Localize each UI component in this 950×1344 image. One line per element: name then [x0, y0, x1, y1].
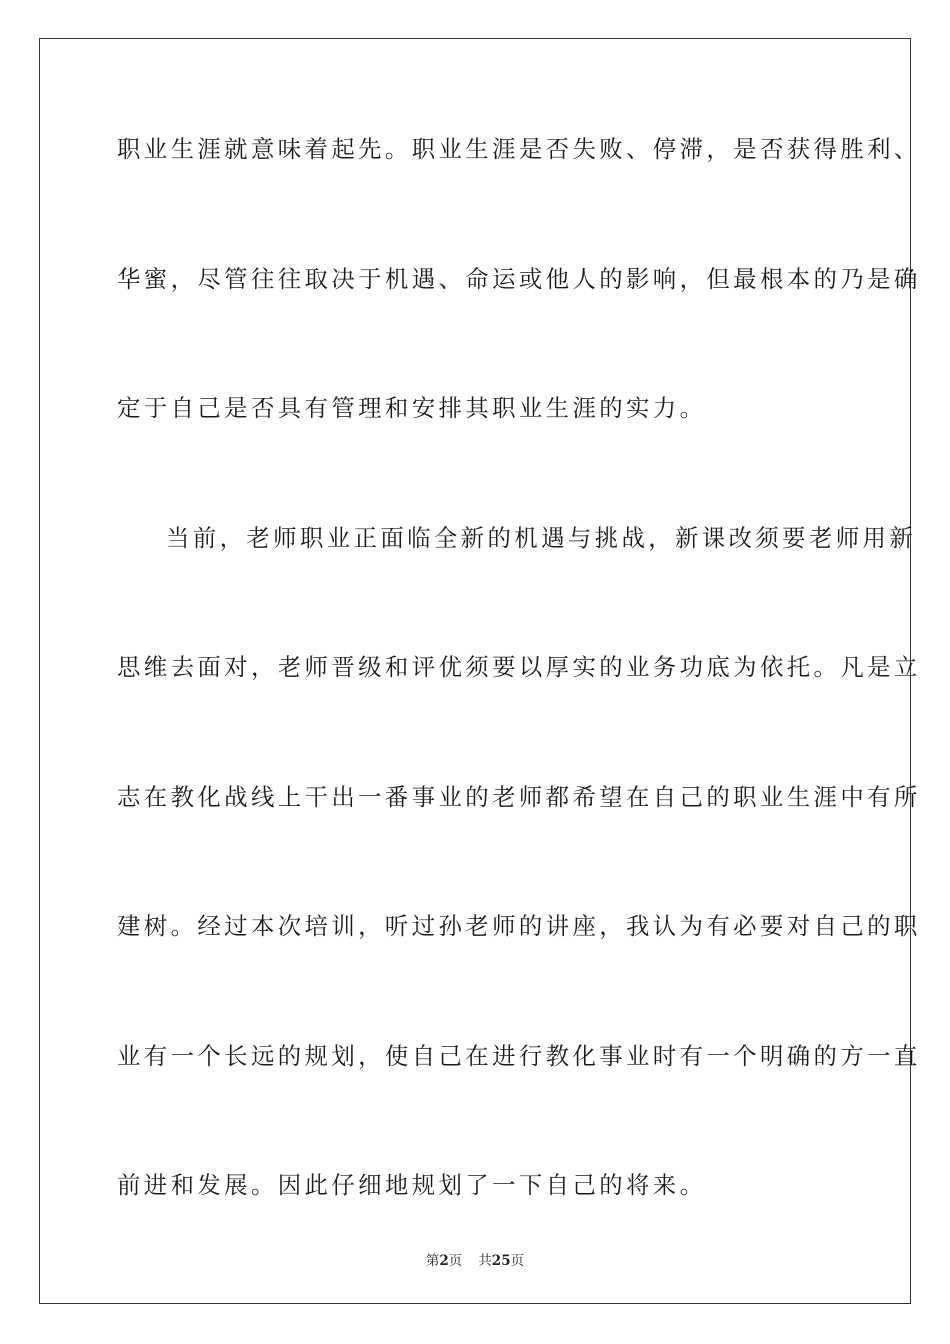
document-body	[117, 132, 921, 1298]
paragraph-2-line-1: 当前，老师职业正面临全新的机遇与挑战，新课改须要老师用新	[166, 523, 917, 552]
total-pages: 25	[491, 1253, 511, 1269]
total-suffix: 页	[510, 1253, 525, 1269]
paragraph-2-line-6: 前进和发展。因此仔细地规划了一下自己的将来。	[117, 1171, 707, 1199]
total-prefix: 共	[478, 1253, 492, 1269]
paragraph-1-line-1: 职业生涯就意味着起先。职业生涯是否失败、停滞，是否获得胜利、	[117, 135, 921, 163]
paragraph-2-line-2: 思维去面对，老师晋级和评优须要以厚实的业务功底为依托。凡是立	[117, 653, 921, 681]
paragraph-2-line-4: 建树。经过本次培训，听过孙老师的讲座，我认为有必要对自己的职	[117, 912, 921, 940]
paragraph-2-line-5: 业有一个长远的规划，使自己在进行教化事业时有一个明确的方一直	[117, 1041, 921, 1070]
paragraph-1-line-3: 定于自己是否具有管理和安排其职业生涯的实力。	[117, 394, 707, 422]
page-suffix: 页	[448, 1253, 463, 1269]
page-number: 2	[439, 1253, 449, 1269]
page-prefix: 第	[425, 1253, 440, 1269]
paragraph-1-line-2: 华蜜，尽管往往取决于机遇、命运或他人的影响，但最根本的乃是确	[117, 264, 921, 293]
paragraph-2-line-3: 志在教化战线上干出一番事业的老师都希望在自己的职业生涯中有所	[117, 782, 921, 811]
page-footer	[0, 1249, 950, 1269]
